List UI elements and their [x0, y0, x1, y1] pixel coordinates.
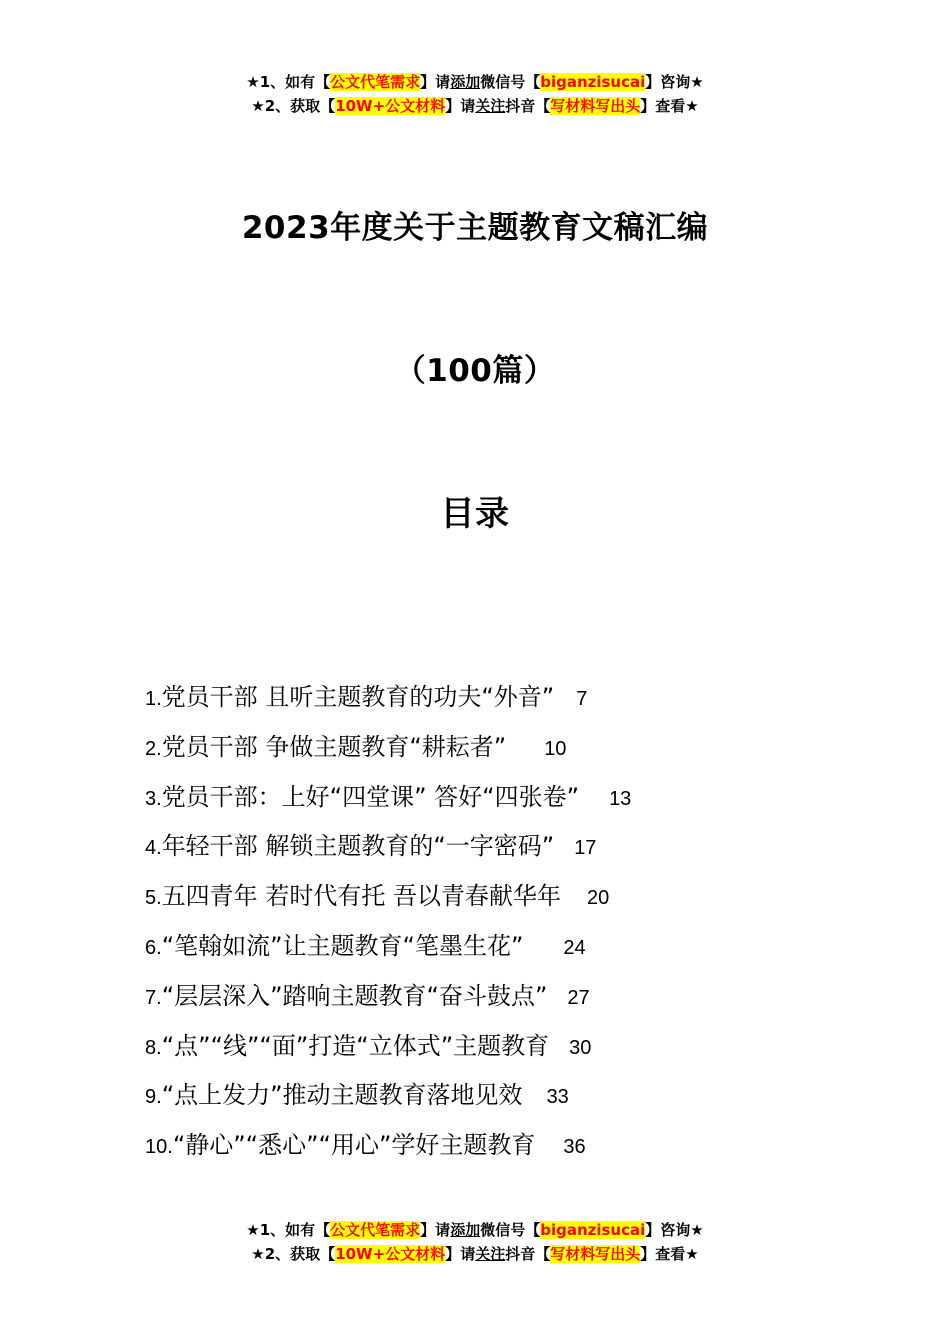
- toc-entry-title: “静心”“悉心”“用心”学好主题教育: [172, 1131, 536, 1160]
- toc-entry-page: 33: [546, 1086, 569, 1109]
- table-of-contents: [145, 678, 845, 1176]
- notice-text: ★2、获取【: [251, 97, 336, 115]
- notice-underline: 关注: [475, 1245, 506, 1263]
- toc-entry-title: “笔翰如流”让主题教育“笔墨生花”: [161, 931, 524, 960]
- toc-entry[interactable]: [145, 778, 845, 828]
- notice-line-1: [0, 1218, 950, 1242]
- toc-entry-page: 30: [569, 1036, 592, 1059]
- notice-highlight: 公文代笔需求: [330, 73, 421, 91]
- notice-underline: 添加: [450, 1221, 481, 1239]
- toc-entry-title: 五四青年 若时代有托 吾以青春献华年: [161, 882, 561, 911]
- notice-text: 微信号【: [480, 1221, 541, 1239]
- notice-text: 】请: [445, 97, 476, 115]
- toc-entry-title: “点上发力”推动主题教育落地见效: [161, 1081, 523, 1110]
- notice-underline: 添加: [450, 73, 481, 91]
- toc-entry-page: 10: [544, 737, 567, 760]
- notice-line-1: [0, 70, 950, 94]
- notice-text: 】请: [420, 1221, 451, 1239]
- toc-entry-number: 2.: [145, 737, 162, 760]
- toc-entry-page: 27: [567, 986, 590, 1009]
- toc-entry-number: 6.: [145, 936, 162, 959]
- toc-entry-number: 5.: [145, 887, 162, 910]
- toc-entry-page: 13: [609, 787, 632, 810]
- header-notice: [0, 70, 950, 118]
- notice-highlight: biganzisucai: [540, 1221, 646, 1239]
- notice-highlight: 10W+公文材料: [335, 97, 446, 115]
- notice-text: ★1、如有【: [246, 1221, 331, 1239]
- notice-highlight: 写材料写出头: [550, 97, 641, 115]
- notice-text: 抖音【: [505, 1245, 551, 1263]
- notice-text: 微信号【: [480, 73, 541, 91]
- notice-text: 】请: [445, 1245, 476, 1263]
- toc-entry[interactable]: [145, 827, 845, 877]
- toc-entry-number: 10.: [145, 1136, 173, 1159]
- notice-text: 】请: [420, 73, 451, 91]
- toc-entry-number: 8.: [145, 1036, 162, 1059]
- toc-entry-page: 24: [563, 936, 586, 959]
- notice-text: 】咨询★: [645, 1221, 704, 1239]
- toc-entry[interactable]: [145, 1076, 845, 1126]
- toc-entry-page: 36: [563, 1136, 586, 1159]
- toc-entry-title: 党员干部：上好“四堂课” 答好“四张卷”: [161, 782, 580, 811]
- toc-heading: 目录: [440, 494, 510, 534]
- toc-entry[interactable]: [145, 1027, 845, 1077]
- document-title: 2023年度关于主题教育文稿汇编: [241, 210, 709, 246]
- toc-entry-number: 3.: [145, 787, 162, 810]
- toc-entry-page: 20: [586, 887, 610, 910]
- toc-entry[interactable]: [145, 927, 845, 977]
- notice-underline: 关注: [475, 97, 506, 115]
- notice-highlight: 写材料写出头: [550, 1245, 641, 1263]
- toc-entry[interactable]: [145, 678, 845, 728]
- notice-text: ★1、如有【: [246, 73, 331, 91]
- toc-entry-title: “层层深入”踏响主题教育“奋斗鼓点”: [161, 981, 548, 1010]
- footer-notice: [0, 1218, 950, 1266]
- notice-text: 】咨询★: [645, 73, 704, 91]
- notice-text: ★2、获取【: [251, 1245, 336, 1263]
- toc-entry-title: 党员干部 且听主题教育的功夫“外音”: [161, 683, 555, 711]
- document-subtitle: （100篇）: [394, 353, 556, 389]
- notice-line-2: [0, 94, 950, 118]
- notice-highlight: 10W+公文材料: [335, 1245, 446, 1263]
- toc-entry[interactable]: [145, 1126, 845, 1176]
- toc-entry-page: 17: [574, 837, 597, 860]
- toc-entry-number: 4.: [145, 837, 162, 860]
- toc-entry[interactable]: [145, 877, 845, 927]
- toc-entry-page: 7: [576, 688, 588, 710]
- toc-entry-title: “点”“线”“面”打造“立体式”主题教育: [161, 1031, 550, 1060]
- notice-highlight: biganzisucai: [540, 73, 646, 91]
- notice-text: 抖音【: [505, 97, 551, 115]
- notice-text: 】查看★: [640, 97, 699, 115]
- toc-entry-title: 党员干部 争做主题教育“耕耘者”: [161, 732, 507, 761]
- toc-entry[interactable]: [145, 977, 845, 1027]
- notice-text: 】查看★: [640, 1245, 699, 1263]
- toc-entry-number: 9.: [145, 1086, 162, 1109]
- toc-entry-number: 7.: [145, 986, 162, 1009]
- toc-entry-number: 1.: [145, 688, 162, 710]
- notice-line-2: [0, 1242, 950, 1266]
- notice-highlight: 公文代笔需求: [330, 1221, 421, 1239]
- toc-entry-title: 年轻干部 解锁主题教育的“一字密码”: [161, 832, 555, 861]
- toc-entry[interactable]: [145, 728, 845, 778]
